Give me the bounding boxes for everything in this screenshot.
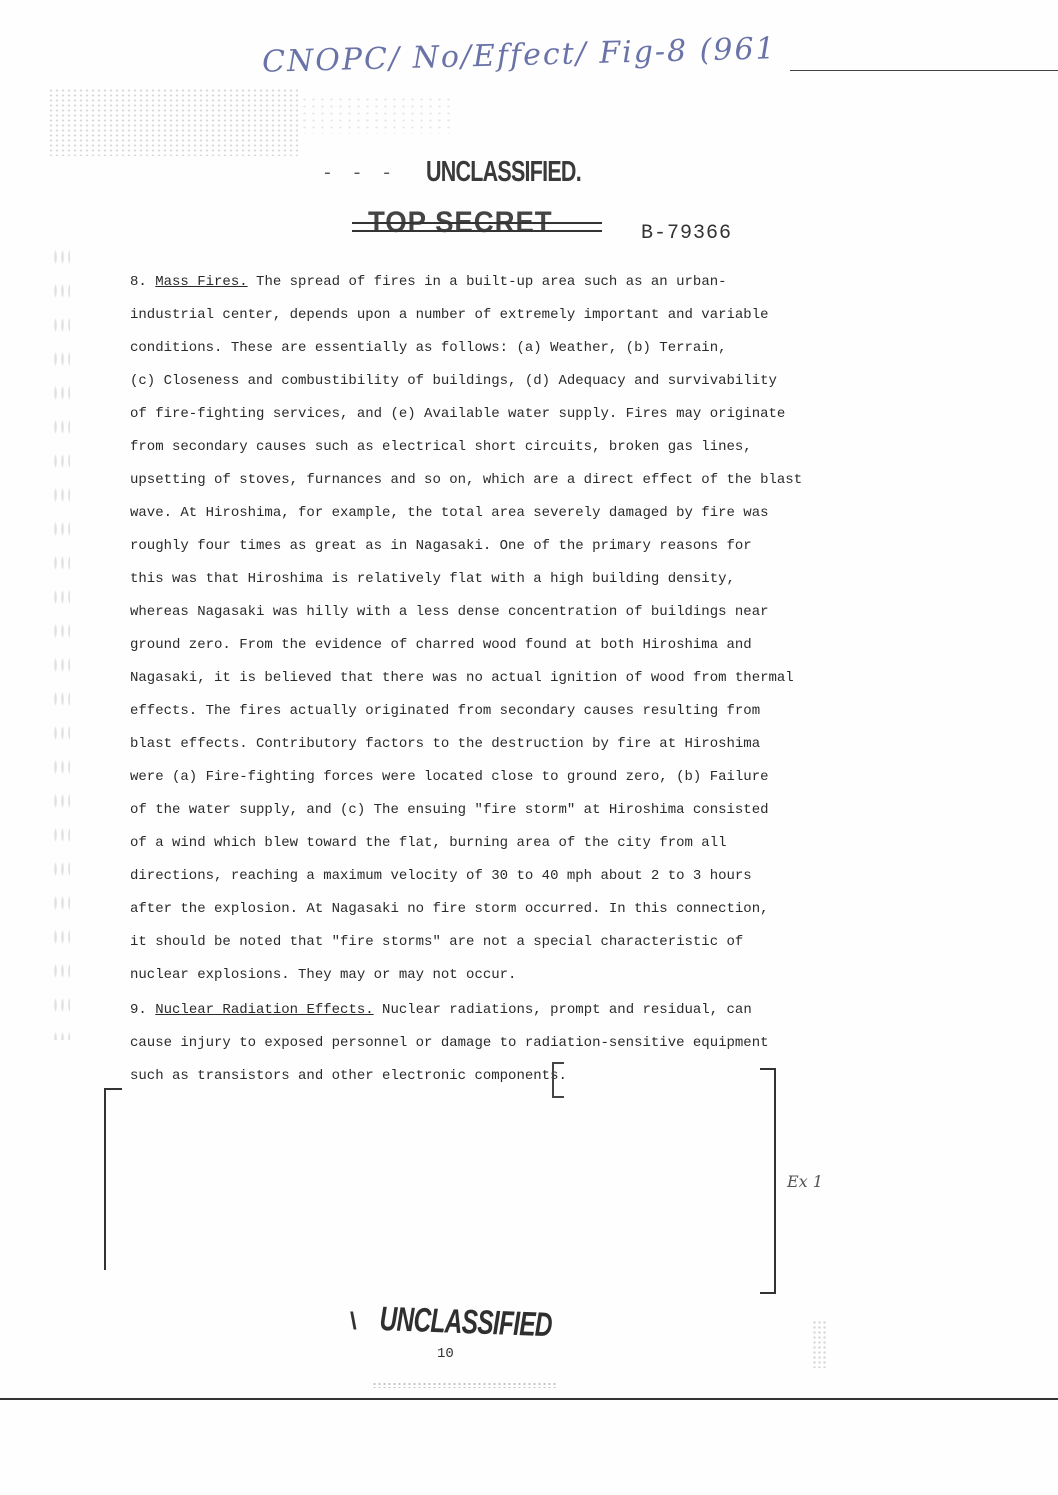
text-line: upsetting of stoves, furnances and so on, which are a direct effect of the blast xyxy=(130,472,803,488)
redaction-bracket-right xyxy=(760,1068,776,1294)
text-line: of the water supply, and (c) The ensuing "fire storm" at Hiroshima consisted xyxy=(130,802,769,818)
text-line: industrial center, depends upon a number of extremely important and variable xyxy=(130,307,769,323)
text-line: it should be noted that "fire storms" are not a special characteristic of xyxy=(130,934,744,950)
page-number: 10 xyxy=(437,1346,454,1362)
section-number: 9. xyxy=(130,1002,147,1018)
stamp-tick-mark: \ xyxy=(350,1308,357,1335)
section-heading: Nuclear Radiation Effects. xyxy=(155,1002,374,1018)
text-line: Nagasaki, it is believed that there was no actual ignition of wood from thermal xyxy=(130,670,794,686)
text-line: such as transistors and other electronic components. xyxy=(130,1068,567,1084)
unclassified-stamp-bottom: UNCLASSIFIED xyxy=(379,1300,553,1345)
text-line: nuclear explosions. They may or may not occur. xyxy=(130,967,517,983)
handwritten-reference-note: CNOPC/ No/Effect/ Fig-8 (961 xyxy=(261,31,778,80)
scan-noise xyxy=(372,1382,558,1388)
scan-noise xyxy=(48,88,298,156)
redaction-bracket-start xyxy=(552,1062,564,1098)
section-text: Nuclear radiations, prompt and residual, can xyxy=(373,1002,752,1018)
struck-classification-marking: TOP SECRET xyxy=(368,206,553,239)
text-line: roughly four times as great as in Nagasaki. One of the primary reasons for xyxy=(130,538,752,554)
text-line: were (a) Fire-fighting forces were located close to ground zero, (b) Failure xyxy=(130,769,769,785)
text-line: blast effects. Contributory factors to the destruction by fire at Hiroshima xyxy=(130,736,761,752)
handwritten-underline xyxy=(790,70,1058,71)
text-line: wave. At Hiroshima, for example, the total area severely damaged by fire was xyxy=(130,505,769,521)
exemption-note: Ex 1 xyxy=(787,1172,823,1191)
text-line: of a wind which blew toward the flat, burning area of the city from all xyxy=(130,835,727,851)
text-line: after the explosion. At Nagasaki no fire storm occurred. In this connection, xyxy=(130,901,769,917)
text-line: this was that Hiroshima is relatively flat with a high building density, xyxy=(130,571,735,587)
text-line: conditions. These are essentially as follows: (a) Weather, (b) Terrain, xyxy=(130,340,727,356)
section-first-line xyxy=(130,1000,752,1020)
page-bottom-rule xyxy=(0,1398,1058,1400)
header-dashes: - - - xyxy=(322,164,397,184)
scan-noise xyxy=(52,240,70,1040)
text-line: whereas Nagasaki was hilly with a less dense concentration of buildings near xyxy=(130,604,769,620)
text-line: directions, reaching a maximum velocity of 30 to 40 mph about 2 to 3 hours xyxy=(130,868,752,884)
text-line: (c) Closeness and combustibility of buildings, (d) Adequacy and survivability xyxy=(130,373,777,389)
unclassified-stamp-top: UNCLASSIFIED. xyxy=(426,156,581,188)
strikethrough-line xyxy=(352,230,602,232)
text-line: of fire-fighting services, and (e) Available water supply. Fires may originate xyxy=(130,406,786,422)
text-line: from secondary causes such as electrical short circuits, broken gas lines, xyxy=(130,439,752,455)
document-number: B-79366 xyxy=(641,222,733,245)
text-line: cause injury to exposed personnel or damage to radiation-sensitive equipment xyxy=(130,1035,769,1051)
redaction-bracket-left xyxy=(104,1088,122,1270)
section-number: 8. xyxy=(130,274,147,290)
section-text: The spread of fires in a built-up area such as an urban- xyxy=(247,274,727,290)
section-first-line xyxy=(130,272,727,292)
text-line: effects. The fires actually originated from secondary causes resulting from xyxy=(130,703,761,719)
scan-noise xyxy=(300,96,450,134)
section-heading: Mass Fires. xyxy=(155,274,248,290)
strikethrough-line xyxy=(352,222,602,224)
text-line: ground zero. From the evidence of charred wood found at both Hiroshima and xyxy=(130,637,752,653)
scan-noise xyxy=(812,1320,828,1368)
